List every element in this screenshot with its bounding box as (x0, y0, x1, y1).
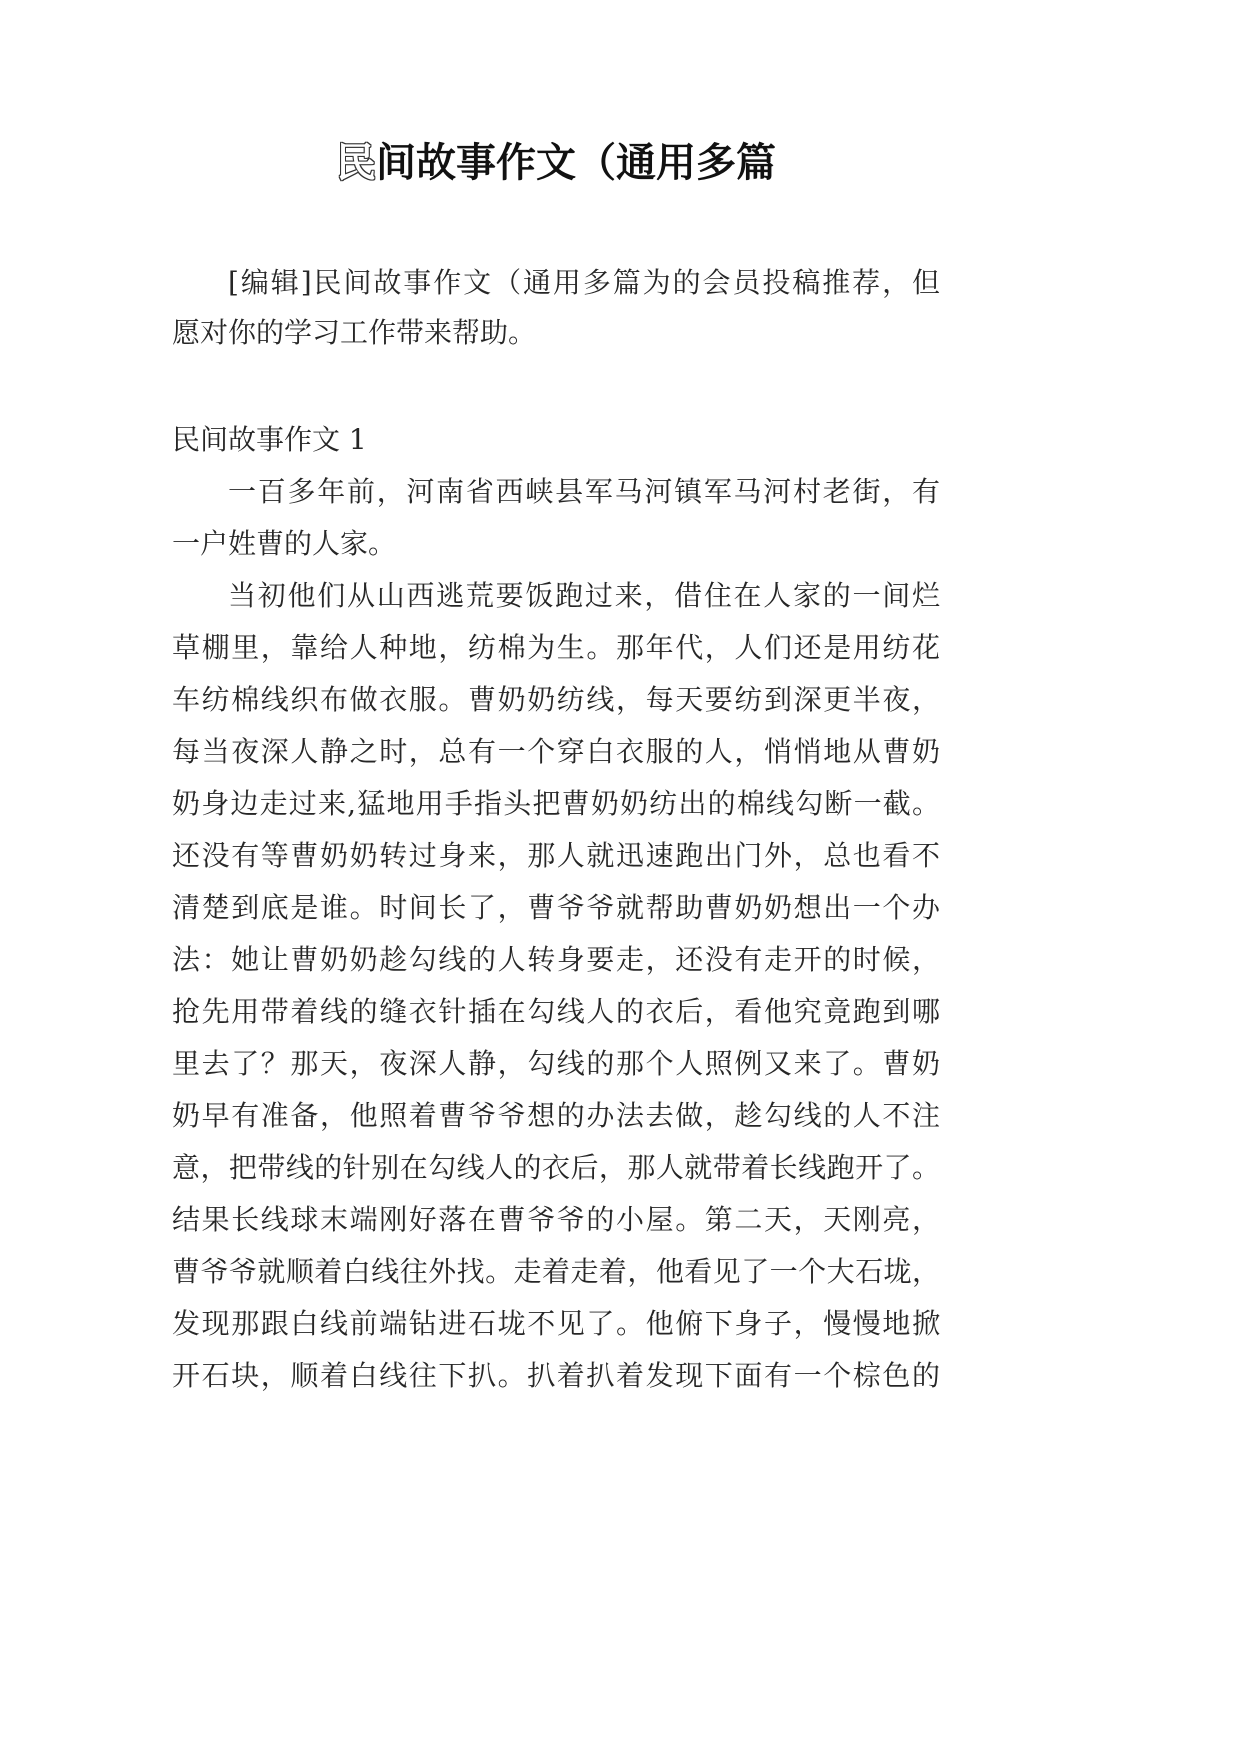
paragraph-line: 一百多年前，河南省西峡县军马河镇军马河村老街，有 (228, 475, 940, 508)
paragraph-line: 法：她让曹奶奶趁勾线的人转身要走，还没有走开的时候， (172, 943, 940, 976)
paragraph-line: 结果长线球末端刚好落在曹爷爷的小屋。第二天，天刚亮， (172, 1203, 940, 1236)
paragraph-line: 还没有等曹奶奶转过身来，那人就迅速跑出门外，总也看不 (172, 839, 940, 872)
intro-line: 愿对你的学习工作带来帮助。 (172, 316, 537, 349)
paragraph-line: 当初他们从山西逃荒要饭跑过来，借住在人家的一间烂 (228, 579, 940, 612)
intro-paragraph (172, 258, 940, 358)
paragraph-line: 奶身边走过来,猛地用手指头把曹奶奶纺出的棉线勾断一截。 (172, 787, 940, 820)
paragraph-line: 意，把带线的针别在勾线人的衣后，那人就带着长线跑开了。 (172, 1151, 940, 1184)
story-section (172, 414, 940, 1402)
paragraph-line: 车纺棉线织布做衣服。曹奶奶纺线，每天要纺到深更半夜， (172, 683, 940, 716)
paragraph-line: 曹爷爷就顺着白线往外找。走着走着，他看见了一个大石垅， (172, 1255, 940, 1288)
paragraph-line: 开石块，顺着白线往下扒。扒着扒着发现下面有一个棕色的 (172, 1359, 940, 1392)
paragraph-line: 清楚到底是谁。时间长了，曹爷爷就帮助曹奶奶想出一个办 (172, 891, 940, 924)
paragraph-line: 一户姓曹的人家。 (172, 527, 397, 560)
paragraph-line: 每当夜深人静之时，总有一个穿白衣服的人，悄悄地从曹奶 (172, 735, 940, 768)
story-paragraph (172, 570, 940, 1402)
document-title: 民间故事作文（通用多篇 (336, 139, 776, 186)
paragraph-line: 发现那跟白线前端钻进石垅不见了。他俯下身子，慢慢地掀 (172, 1307, 940, 1340)
story-paragraph (172, 466, 940, 570)
section-heading: 民间故事作文 1 (172, 423, 367, 456)
paragraph-line: 抢先用带着线的缝衣针插在勾线人的衣后，看他究竟跑到哪 (172, 995, 940, 1028)
intro-line: [编辑]民间故事作文（通用多篇为的会员投稿推荐，但 (228, 266, 940, 299)
paragraph-line: 奶早有准备，他照着曹爷爷想的办法去做，趁勾线的人不注 (172, 1099, 940, 1132)
paragraph-line: 草棚里，靠给人种地，纺棉为生。那年代，人们还是用纺花 (172, 631, 940, 664)
paragraph-line: 里去了？那天，夜深人静，勾线的那个人照例又来了。曹奶 (172, 1047, 940, 1080)
